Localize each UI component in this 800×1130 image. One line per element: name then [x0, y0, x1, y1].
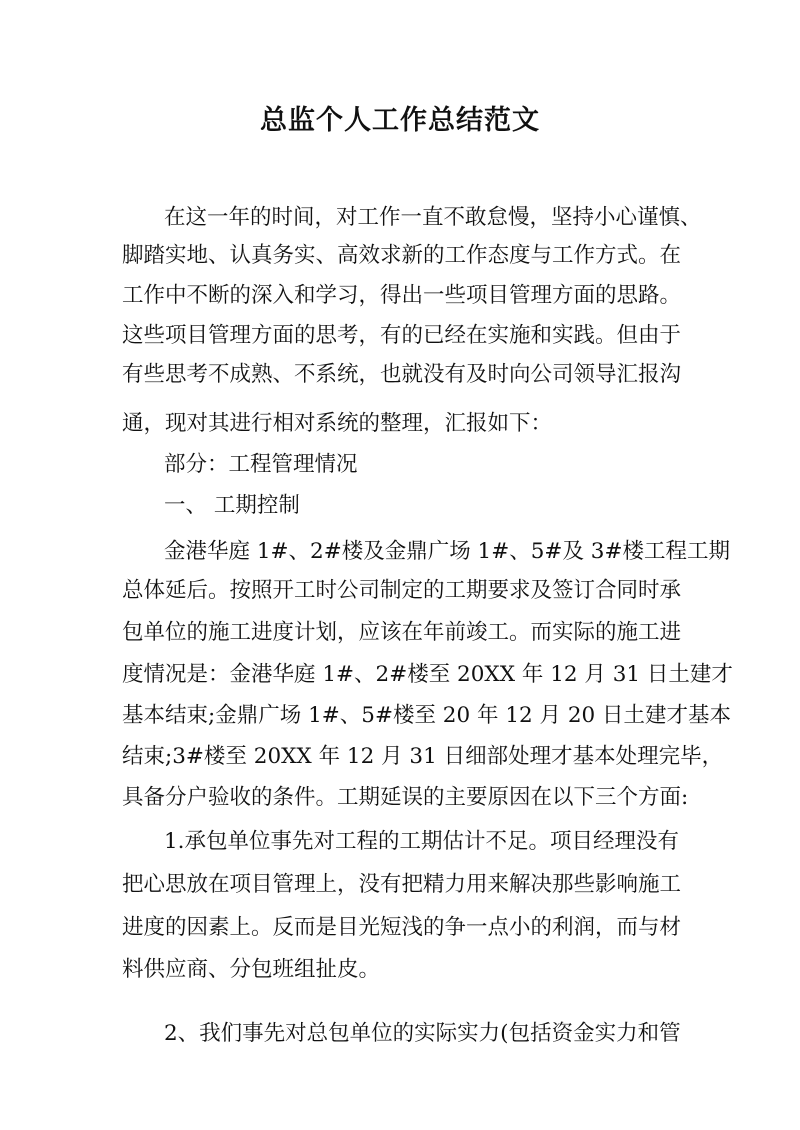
paragraph-line: 这些项目管理方面的思考，有的已经在实施和实践。但由于	[122, 323, 682, 348]
paragraph-line: 结束;3#楼至 20XX 年 12 月 31 日细部处理才基本处理完毕，	[122, 744, 724, 769]
paragraph-line: 在这一年的时间，对工作一直不敢怠慢，坚持小心谨慎、	[164, 205, 702, 230]
paragraph-line: 通，现对其进行相对系统的整理，汇报如下：	[122, 411, 553, 436]
subsection-heading: 一、 工期控制	[164, 493, 300, 518]
document-title: 总监个人工作总结范文	[260, 105, 540, 136]
paragraph-line: 基本结束;金鼎广场 1#、5#楼至 20 年 12 月 20 日土建才基本	[122, 703, 732, 728]
paragraph-line: 料供应商、分包班组扯皮。	[122, 957, 381, 982]
list-item-line: 2、我们事先对总包单位的实际实力(包括资金实力和管	[164, 1021, 681, 1046]
paragraph-line: 有些思考不成熟、不系统，也就没有及时向公司领导汇报沟	[122, 362, 682, 387]
paragraph-line: 总体延后。按照开工时公司制定的工期要求及签订合同时承	[122, 578, 682, 603]
paragraph-line: 包单位的施工进度计划，应该在年前竣工。而实际的施工进	[122, 620, 682, 645]
paragraph-line: 工作中不断的深入和学习，得出一些项目管理方面的思路。	[122, 283, 682, 308]
paragraph-line: 度情况是：金港华庭 1#、2#楼至 20XX 年 12 月 31 日土建才	[122, 662, 733, 687]
paragraph-line: 脚踏实地、认真务实、高效求新的工作态度与工作方式。在	[122, 243, 682, 268]
paragraph-line: 金港华庭 1#、2#楼及金鼎广场 1#、5#及 3#楼工程工期	[164, 539, 730, 564]
paragraph-line: 进度的因素上。反而是目光短浅的争一点小的利润，而与材	[122, 915, 682, 940]
list-item-line: 1.承包单位事先对工程的工期估计不足。项目经理没有	[164, 829, 680, 854]
paragraph-line: 把心思放在项目管理上，没有把精力用来解决那些影响施工	[122, 872, 682, 897]
section-heading: 部分：工程管理情况	[164, 452, 358, 477]
paragraph-line: 具备分户验收的条件。工期延误的主要原因在以下三个方面:	[122, 785, 689, 810]
